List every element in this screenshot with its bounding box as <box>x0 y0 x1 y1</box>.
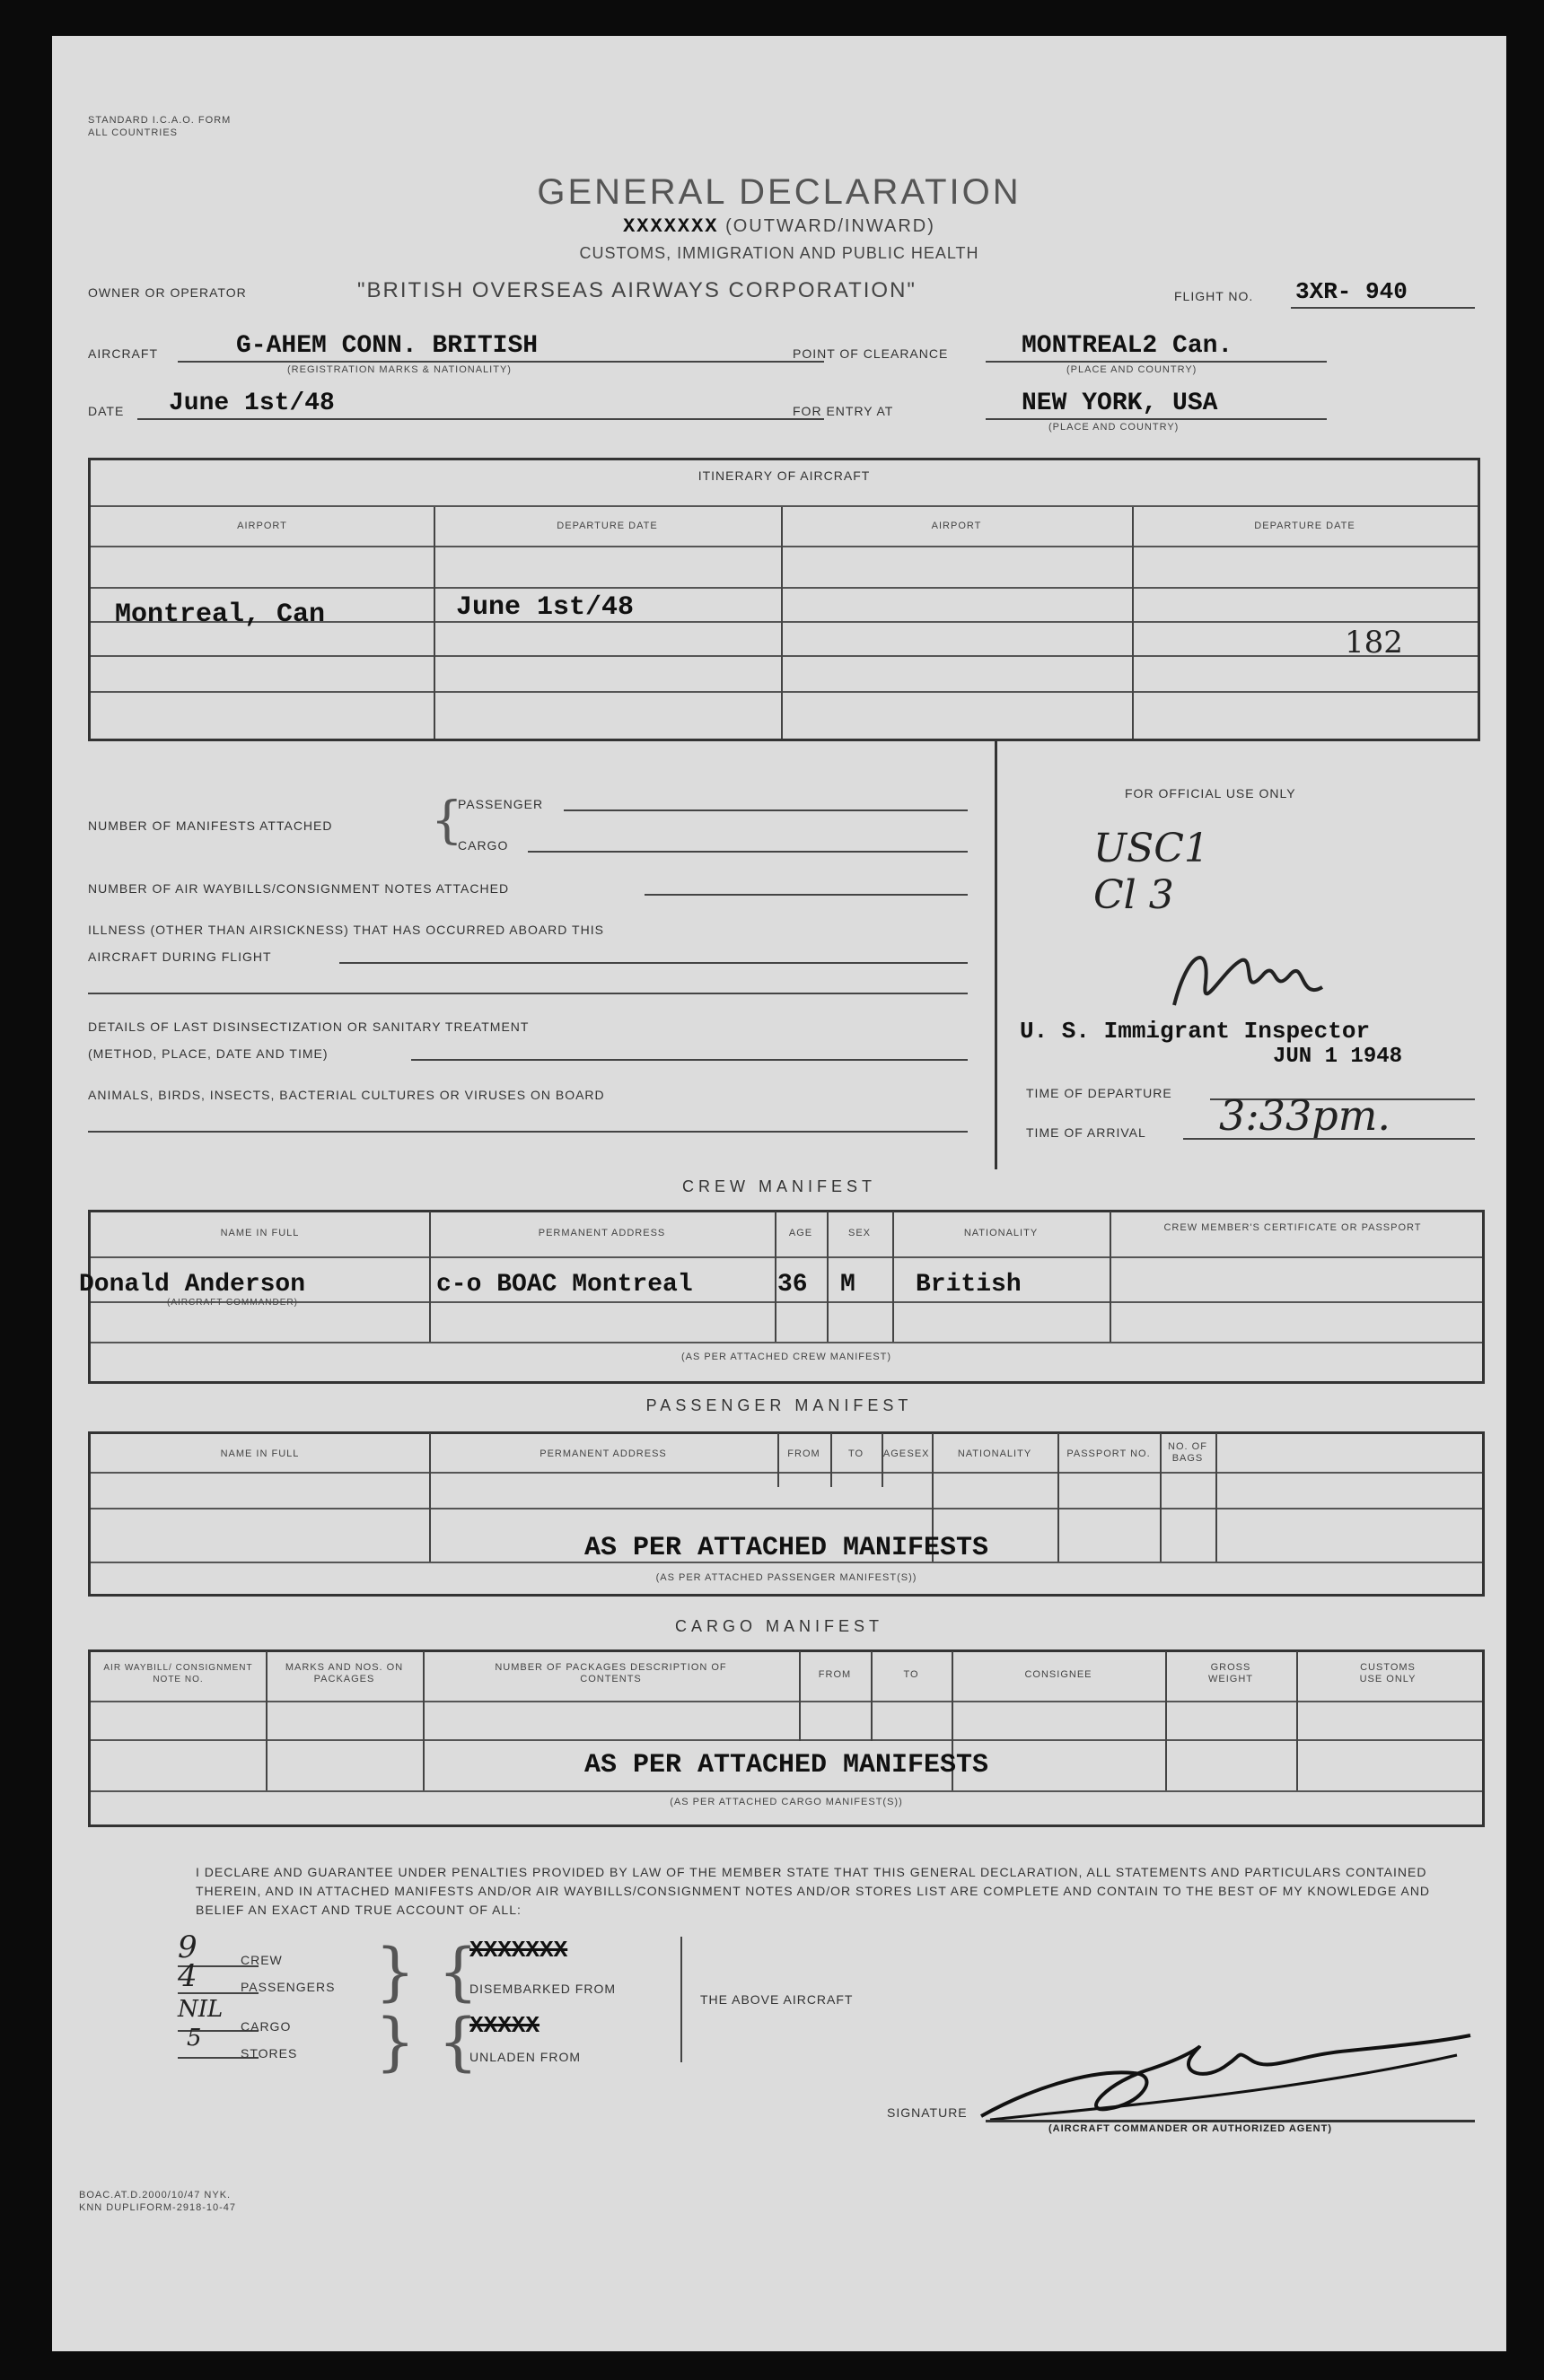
count-brace-1: } <box>375 1935 416 2008</box>
stores-count-label: STORES <box>241 2046 298 2061</box>
cargo-header-weight: GROSS WEIGHT <box>1208 1662 1253 1684</box>
page-title: GENERAL DECLARATION <box>537 172 1022 212</box>
crew-header-nationality: NATIONALITY <box>963 1228 1039 1238</box>
inspector-stamp: U. S. Immigrant Inspector <box>1020 1018 1371 1045</box>
laden-struck: XXXXX <box>469 2012 540 2039</box>
date-label: DATE <box>88 404 125 418</box>
footer-line-2: KNN DUPLIFORM-2918-10-47 <box>79 2202 236 2213</box>
crew-header-address: PERMANENT ADDRESS <box>538 1228 666 1238</box>
owner-value: "BRITISH OVERSEAS AIRWAYS CORPORATION" <box>357 278 917 302</box>
cargo-count: NIL <box>178 1996 224 2023</box>
count-brace-2: } <box>375 2005 416 2078</box>
cargo-header-consignee: CONSIGNEE <box>1024 1669 1092 1680</box>
flight-value: 3XR- 940 <box>1295 278 1408 305</box>
clearance-value: MONTREAL2 Can. <box>1022 332 1233 360</box>
manifests-cargo: CARGO <box>458 838 509 853</box>
cargo-header-waybill: AIR WAYBILL/ CONSIGNMENT NOTE NO. <box>103 1663 253 1684</box>
cargo-header-from: FROM <box>818 1669 852 1680</box>
form-note-2: ALL COUNTRIES <box>88 127 179 138</box>
animals-label: ANIMALS, BIRDS, INSECTS, BACTERIAL CULTURES OR VIRUSES ON BOARD <box>88 1088 605 1102</box>
crew-count: 9 <box>178 1929 197 1965</box>
passenger-header-to: TO <box>847 1448 864 1459</box>
status-brace-1: { <box>438 1935 478 2008</box>
arrival-label: TIME OF ARRIVAL <box>1026 1125 1146 1140</box>
official-hand-2: Cl 3 <box>1093 872 1174 918</box>
itinerary-airport-1: Montreal, Can <box>115 599 326 630</box>
date-value: June 1st/48 <box>169 389 335 417</box>
direction-label <box>52 215 1506 238</box>
itinerary-title: ITINERARY OF AIRCRAFT <box>697 468 871 483</box>
manifests-passenger: PASSENGER <box>458 797 544 811</box>
status-brace-2: { <box>438 2005 478 2078</box>
departure-label: TIME OF DEPARTURE <box>1026 1086 1172 1100</box>
crew-header-sex: SEX <box>847 1228 871 1238</box>
above-aircraft-label: THE ABOVE AIRCRAFT <box>700 1992 854 2007</box>
crew-header-name: NAME IN FULL <box>220 1228 300 1238</box>
passenger-header-name: NAME IN FULL <box>220 1448 300 1459</box>
crew-address: c-o BOAC Montreal <box>436 1271 693 1299</box>
cargo-count-label: CARGO <box>241 2019 292 2034</box>
owner-label: OWNER OR OPERATOR <box>88 285 247 300</box>
entry-label: FOR ENTRY AT <box>793 404 894 418</box>
signature-label: SIGNATURE <box>887 2105 968 2120</box>
form-note-1: STANDARD I.C.A.O. FORM <box>88 115 232 126</box>
passenger-header-passport: PASSPORT NO. <box>1066 1448 1151 1459</box>
aircraft-value: G-AHEM CONN. BRITISH <box>236 332 539 360</box>
passenger-header-from: FROM <box>787 1448 820 1459</box>
footer-line-1: BOAC.AT.D.2000/10/47 NYK. <box>79 2190 232 2201</box>
crew-footer: (AS PER ATTACHED CREW MANIFEST) <box>680 1352 892 1362</box>
embarked-struck: XXXXXXX <box>469 1937 568 1964</box>
entry-sublabel: (PLACE AND COUNTRY) <box>1048 422 1180 433</box>
itinerary-number: 182 <box>1345 625 1403 661</box>
direction-struck: XXXXXXX <box>623 215 719 238</box>
itinerary-header-airport-1: AIRPORT <box>237 521 287 531</box>
itinerary-header-date-2: DEPARTURE DATE <box>1254 521 1355 531</box>
inspector-signature-icon <box>1156 933 1336 1023</box>
flight-label: FLIGHT NO. <box>1174 289 1254 303</box>
passenger-footer: (AS PER ATTACHED PASSENGER MANIFEST(S)) <box>655 1572 917 1583</box>
official-hand-1: USC1 <box>1093 826 1209 871</box>
commander-signature-icon <box>972 2019 1475 2127</box>
crew-name-sublabel: (AIRCRAFT COMMANDER) <box>167 1298 298 1308</box>
aircraft-label: AIRCRAFT <box>88 346 158 361</box>
signature-sublabel: (AIRCRAFT COMMANDER OR AUTHORIZED AGENT) <box>1048 2123 1332 2134</box>
itinerary-header-airport-2: AIRPORT <box>931 521 982 531</box>
cargo-footer: (AS PER ATTACHED CARGO MANIFEST(S)) <box>670 1797 903 1807</box>
page-subtitle: CUSTOMS, IMMIGRATION AND PUBLIC HEALTH <box>579 244 979 262</box>
crew-count-label: CREW <box>241 1953 283 1967</box>
entry-value: NEW YORK, USA <box>1022 389 1218 417</box>
clearance-label: POINT OF CLEARANCE <box>793 346 949 361</box>
manifests-label: NUMBER OF MANIFESTS ATTACHED <box>88 818 333 833</box>
crew-sex: M <box>840 1271 855 1299</box>
cargo-title: CARGO MANIFEST <box>674 1617 883 1635</box>
cargo-header-packages: NUMBER OF PACKAGES DESCRIPTION OF CONTENTS <box>495 1662 727 1684</box>
crew-name: Donald Anderson <box>79 1271 306 1299</box>
passenger-header-age: AGE <box>882 1448 908 1459</box>
crew-title: CREW MANIFEST <box>682 1177 876 1195</box>
passenger-typed: AS PER ATTACHED MANIFESTS <box>583 1533 989 1563</box>
passenger-count-label: PASSENGERS <box>241 1980 336 1994</box>
passenger-count: 4 <box>178 1958 197 1994</box>
official-label: FOR OFFICIAL USE ONLY <box>1125 786 1296 801</box>
disinsect-label-2: (METHOD, PLACE, DATE AND TIME) <box>88 1046 329 1061</box>
cargo-header-marks: MARKS AND NOS. ON PACKAGES <box>285 1662 404 1684</box>
cargo-header-customs: CUSTOMS USE ONLY <box>1359 1662 1417 1684</box>
crew-header-age: AGE <box>788 1228 813 1238</box>
crew-nationality: British <box>916 1271 1022 1299</box>
clearance-sublabel: (PLACE AND COUNTRY) <box>1066 364 1197 375</box>
waybills-label: NUMBER OF AIR WAYBILLS/CONSIGNMENT NOTES ATTACHED <box>88 881 510 896</box>
cargo-header-to: TO <box>903 1669 919 1680</box>
unladen-label: UNLADEN FROM <box>469 2050 582 2064</box>
arrival-value: 3:33pm. <box>1219 1091 1390 1140</box>
passenger-header-sex: SEX <box>907 1448 930 1459</box>
illness-label-1: ILLNESS (OTHER THAN AIRSICKNESS) THAT HAS OCCURRED ABOARD THIS <box>88 923 604 937</box>
passenger-header-address: PERMANENT ADDRESS <box>540 1448 667 1459</box>
declaration-sheet <box>52 36 1506 2351</box>
inspector-stamp-date: JUN 1 1948 <box>1273 1045 1403 1069</box>
declaration-text: I DECLARE AND GUARANTEE UNDER PENALTIES PROVIDED BY LAW OF THE MEMBER STATE THAT THIS GENERAL DECLARATION, ALL STATEMENTS AND PARTICULARS CONTAINED THEREIN, AND IN ATTACHED MANIFESTS AND/OR AIR WAYBILLS/CONSIGNMENT NOTES AND/OR STORES LIST ARE COMPLETE AND CONTAIN TO THE BEST OF MY KNOWLEDGE AND BELIEF AN EXACT AND TRUE ACCOUNT OF ALL: <box>196 1865 1431 1917</box>
disinsect-label-1: DETAILS OF LAST DISINSECTIZATION OR SANITARY TREATMENT <box>88 1019 530 1034</box>
itinerary-date-1: June 1st/48 <box>456 592 635 623</box>
aircraft-sublabel: (REGISTRATION MARKS & NATIONALITY) <box>287 364 512 375</box>
passenger-title: PASSENGER MANIFEST <box>645 1396 913 1414</box>
crew-header-certificate: CREW MEMBER'S CERTIFICATE OR PASSPORT <box>1163 1222 1422 1233</box>
passenger-header-nationality: NATIONALITY <box>957 1448 1032 1459</box>
passenger-header-bags: NO. OF BAGS <box>1168 1441 1207 1464</box>
illness-label-2: AIRCRAFT DURING FLIGHT <box>88 949 272 964</box>
stores-count: 5 <box>187 2025 202 2052</box>
cargo-typed: AS PER ATTACHED MANIFESTS <box>583 1750 989 1781</box>
disembarked-label: DISEMBARKED FROM <box>469 1982 617 1996</box>
direction-text: (OUTWARD/INWARD) <box>725 216 935 236</box>
crew-age: 36 <box>777 1271 808 1299</box>
manifests-brace: { <box>431 792 463 850</box>
itinerary-header-date-1: DEPARTURE DATE <box>557 521 658 531</box>
